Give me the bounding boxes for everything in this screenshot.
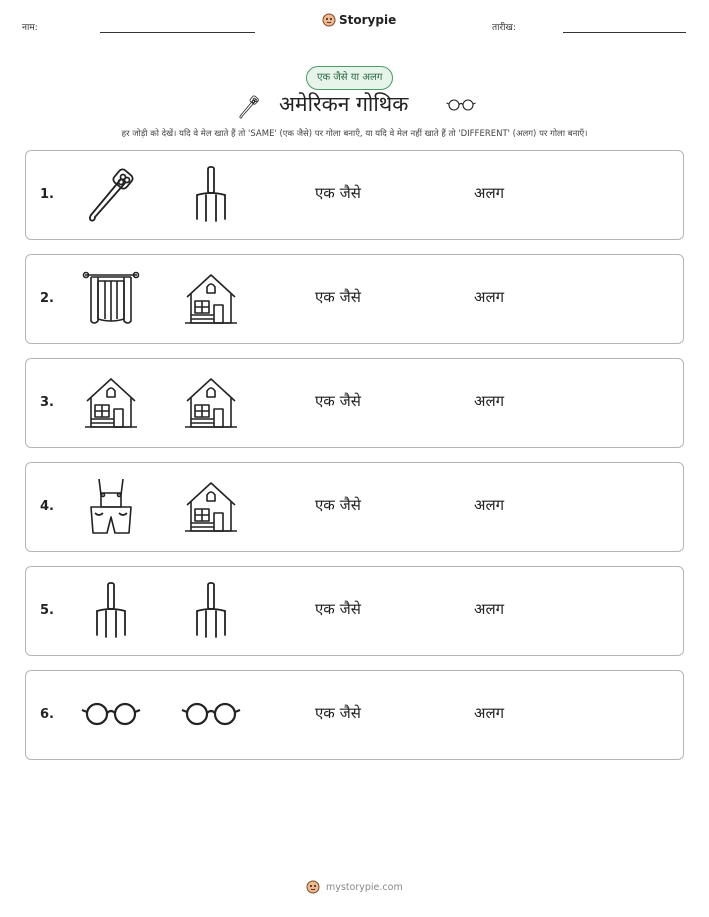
- glasses-icon: [181, 699, 241, 729]
- option-same[interactable]: एक जैसे: [315, 184, 361, 202]
- question-card-3: [25, 358, 684, 448]
- house-icon: [181, 269, 241, 329]
- storypie-mascot-icon: [322, 13, 336, 27]
- page-title: अमेरिकन गोथिक: [279, 92, 409, 116]
- name-label: नाम:: [22, 23, 38, 33]
- footer: [306, 880, 403, 894]
- question-number: 1.: [40, 187, 54, 202]
- curtain-icon: [81, 269, 141, 329]
- option-different[interactable]: अलग: [474, 600, 505, 618]
- question-number: 5.: [40, 603, 54, 618]
- name-field[interactable]: [100, 32, 255, 33]
- date-label: तारीख:: [492, 23, 516, 33]
- safety-pin-icon: [81, 165, 141, 225]
- question-number: 2.: [40, 291, 54, 306]
- instructions: हर जोड़ी को देखें। यदि वे मेल खाते हैं तो 'SAME' (एक जैसे) पर गोला बनाएँ, या यदि वे मेल नहीं खाते हैं तो 'DIFFERENT' (अलग) पर गोला बनाएँ।: [121, 129, 588, 139]
- brand-logo: [322, 13, 396, 27]
- footer-site-link[interactable]: mystorypie.com: [326, 881, 403, 893]
- question-card-2: [25, 254, 684, 344]
- question-card-1: [25, 150, 684, 240]
- question-number: 3.: [40, 395, 54, 410]
- option-same[interactable]: एक जैसे: [315, 600, 361, 618]
- safety-pin-icon: [236, 92, 262, 122]
- question-card-6: [25, 670, 684, 760]
- house-icon: [81, 373, 141, 433]
- option-same[interactable]: एक जैसे: [315, 704, 361, 722]
- question-card-4: [25, 462, 684, 552]
- pitchfork-icon: [81, 581, 141, 641]
- option-different[interactable]: अलग: [474, 392, 505, 410]
- title-row: [0, 90, 709, 122]
- house-icon: [181, 373, 241, 433]
- pitchfork-icon: [181, 581, 241, 641]
- option-same[interactable]: एक जैसे: [315, 496, 361, 514]
- question-number: 6.: [40, 707, 54, 722]
- glasses-icon: [446, 97, 476, 113]
- option-same[interactable]: एक जैसे: [315, 392, 361, 410]
- pitchfork-icon: [181, 165, 241, 225]
- brand-name: Storypie: [339, 13, 397, 27]
- overalls-icon: [81, 477, 141, 537]
- glasses-icon: [81, 699, 141, 729]
- option-different[interactable]: अलग: [474, 704, 505, 722]
- worksheet-header: [0, 0, 709, 40]
- option-same[interactable]: एक जैसे: [315, 288, 361, 306]
- storypie-mascot-icon: [306, 880, 320, 894]
- option-different[interactable]: अलग: [474, 496, 505, 514]
- subtitle-badge: एक जैसे या अलग: [306, 66, 393, 90]
- option-different[interactable]: अलग: [474, 184, 505, 202]
- option-different[interactable]: अलग: [474, 288, 505, 306]
- question-card-5: [25, 566, 684, 656]
- house-icon: [181, 477, 241, 537]
- date-field[interactable]: [563, 32, 686, 33]
- question-number: 4.: [40, 499, 54, 514]
